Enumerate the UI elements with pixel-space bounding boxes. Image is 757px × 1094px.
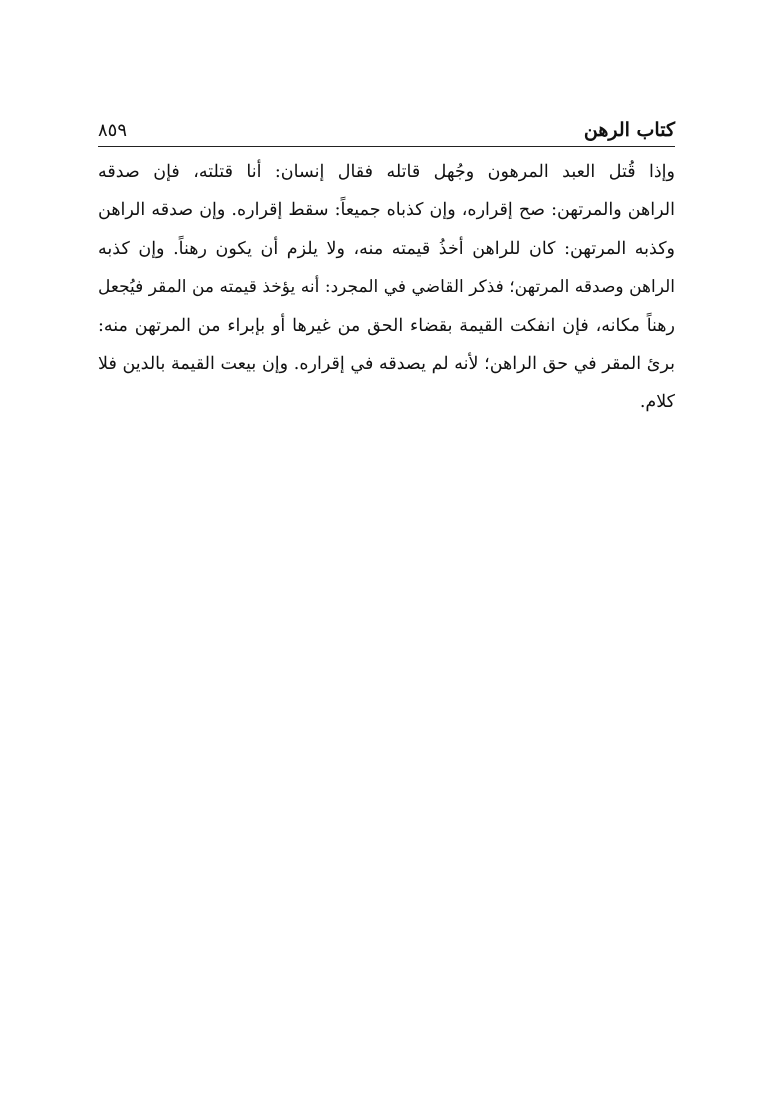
text-line: رهناً مكانه، فإن انفكت القيمة بقضاء الحق من غيرها أو بإبراء من المرتهن منه: [98,315,675,336]
text-line: الراهن والمرتهن: صح إقراره، وإن كذباه جميعاً: سقط إقراره. وإن صدقه الراهن [98,200,675,221]
text-line: برئ المقر في حق الراهن؛ لأنه لم يصدقه في إقراره. وإن بيعت القيمة بالدين فلا [98,353,675,374]
text-line: وإذا قُتل العبد المرهون وجُهل قاتله فقال إنسان: أنا قتلته، فإن صدقه [98,162,675,182]
page-number: ٨٥٩ [98,119,128,141]
text-line: وكذبه المرتهن: كان للراهن أخذُ قيمته منه، ولا يلزم أن يكون رهناً. وإن كذبه [98,238,675,259]
text-line: الراهن وصدقه المرتهن؛ فذكر القاضي في المجرد: أنه يؤخذ قيمته من المقر فيُجعل [98,277,675,298]
text-line: كلام. [639,392,675,413]
book-title: كتاب الرهن [583,119,675,141]
body-text [98,153,675,422]
header-divider [98,146,675,147]
running-header [98,114,675,146]
